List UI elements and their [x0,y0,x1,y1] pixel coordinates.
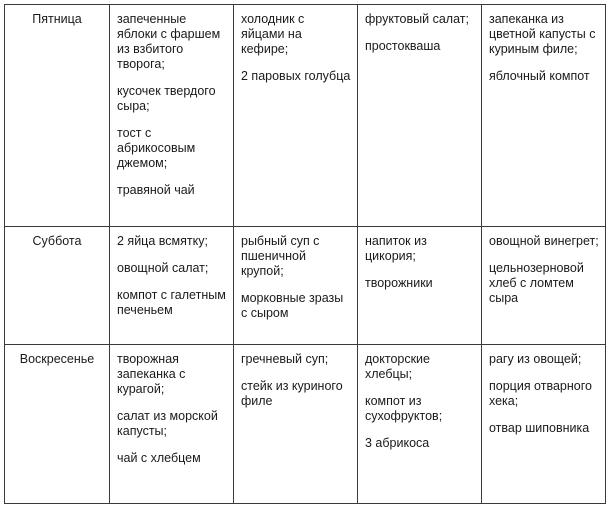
meal-item: рагу из овощей; [489,352,582,366]
meal-item: запеканка из цветной капусты с куриным филе; [489,12,596,56]
meal-cell [110,227,234,345]
meal-item: чай с хлебцем [117,451,201,465]
table-row [5,345,606,504]
meal-item: холодник с яйцами на кефире; [241,12,305,56]
meal-item: фруктовый салат; [365,12,469,26]
meal-cell [234,345,358,504]
meal-item: простокваша [365,39,441,53]
meal-item: яблочный компот [489,69,590,83]
meal-item: компот из сухофруктов; [365,394,443,423]
meal-item: отвар шиповника [489,421,590,435]
meal-item: овощной салат; [117,261,209,275]
meal-item: творожная запеканка с курагой; [117,352,186,396]
table-row [5,5,606,227]
meal-item: рыбный суп с пшеничной крупой; [241,234,320,278]
meal-cell [358,345,482,504]
meal-cell [110,5,234,227]
day-cell: Пятница [5,5,110,227]
meal-item: порция отварного хека; [489,379,592,408]
meal-item: салат из морской капусты; [117,409,218,438]
meal-item: 3 абрикоса [365,436,430,450]
meal-item: запеченные яблоки с фаршем из взбитого творога; [117,12,221,71]
meal-item: овощной винегрет; [489,234,599,248]
meal-item: 2 паровых голубца [241,69,351,83]
meal-cell [110,345,234,504]
meal-cell [358,5,482,227]
meal-cell [482,345,606,504]
day-cell: Воскресенье [5,345,110,504]
meal-cell [482,5,606,227]
table-row [5,227,606,345]
meal-cell [482,227,606,345]
meal-cell [234,5,358,227]
meal-item: творожники [365,276,433,290]
day-cell: Суббота [5,227,110,345]
meal-cell [358,227,482,345]
meal-item: цельнозерновой хлеб с ломтем сыра [489,261,584,305]
meal-plan-table [4,4,606,504]
meal-cell [234,227,358,345]
meal-item: тост с абрикосовым джемом; [117,126,196,170]
meal-item: стейк из куриного филе [241,379,343,408]
meal-item: компот с галетным печеньем [117,288,226,317]
meal-item: травяной чай [117,183,195,197]
meal-item: кусочек твердого сыра; [117,84,216,113]
meal-item: морковные зразы с сыром [241,291,344,320]
meal-item: гречневый суп; [241,352,329,366]
meal-item: докторские хлебцы; [365,352,430,381]
meal-item: 2 яйца всмятку; [117,234,208,248]
meal-item: напиток из цикория; [365,234,427,263]
